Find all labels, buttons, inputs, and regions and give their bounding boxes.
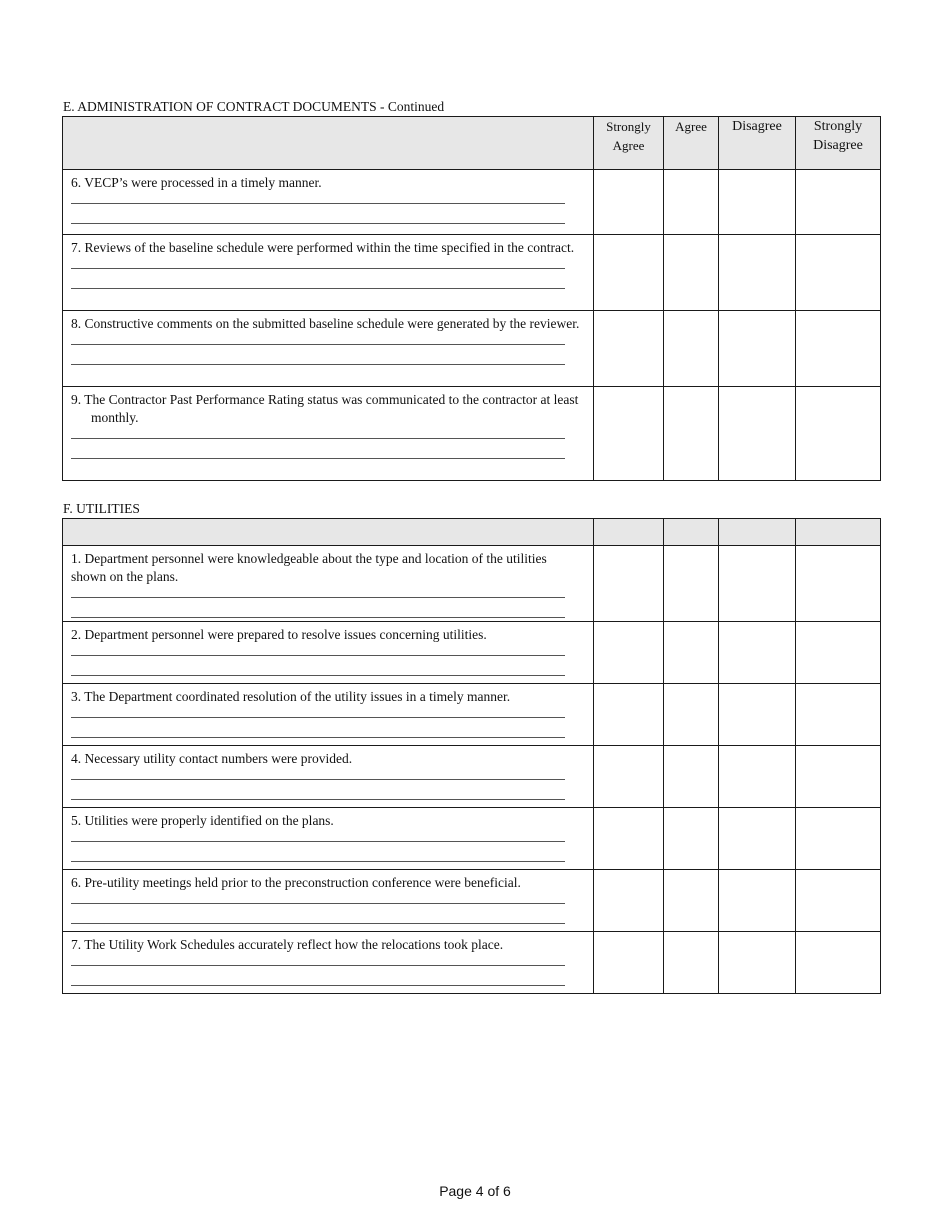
- question-f4: 4. Necessary utility contact numbers were provided.: [71, 751, 353, 766]
- f2-strongly-disagree-box[interactable]: [796, 622, 881, 684]
- f6-agree-box[interactable]: [664, 870, 719, 932]
- e8-disagree-box[interactable]: [719, 311, 796, 387]
- comment-line[interactable]: [71, 288, 565, 289]
- section-e-title: E. ADMINISTRATION OF CONTRACT DOCUMENTS - Continued: [63, 99, 445, 114]
- f5-strongly-agree-box[interactable]: [594, 808, 664, 870]
- comment-line[interactable]: [71, 203, 565, 204]
- question-f7: 7. The Utility Work Schedules accurately reflect how the relocations took place.: [71, 937, 504, 952]
- f5-disagree-box[interactable]: [719, 808, 796, 870]
- comment-line[interactable]: [71, 903, 565, 904]
- e8-strongly-disagree-box[interactable]: [796, 311, 881, 387]
- comment-line[interactable]: [71, 597, 565, 598]
- comment-line[interactable]: [71, 364, 565, 365]
- e7-agree-box[interactable]: [664, 235, 719, 311]
- e6-agree-box[interactable]: [664, 170, 719, 235]
- e7-strongly-agree-box[interactable]: [594, 235, 664, 311]
- table-row: [63, 870, 881, 932]
- question-cell: [63, 808, 594, 870]
- e9-strongly-agree-box[interactable]: [594, 387, 664, 481]
- question-f6: 6. Pre-utility meetings held prior to the preconstruction conference were beneficial.: [71, 875, 521, 890]
- header-cell: [594, 519, 664, 546]
- question-cell: [63, 746, 594, 808]
- f1-strongly-agree-box[interactable]: [594, 546, 664, 622]
- e6-strongly-agree-box[interactable]: [594, 170, 664, 235]
- f4-strongly-disagree-box[interactable]: [796, 746, 881, 808]
- section-e-header-row: [63, 117, 881, 170]
- table-row: [63, 170, 881, 235]
- comment-line[interactable]: [71, 861, 565, 862]
- page-number: Page 4 of 6: [439, 1183, 511, 1199]
- question-cell: [63, 170, 594, 235]
- comment-line[interactable]: [71, 841, 565, 842]
- e8-strongly-agree-box[interactable]: [594, 311, 664, 387]
- question-cell: [63, 932, 594, 994]
- section-e-table: [62, 116, 881, 481]
- comment-line[interactable]: [71, 438, 565, 439]
- table-row: [63, 932, 881, 994]
- question-cell: [63, 235, 594, 311]
- header-cell: [719, 519, 796, 546]
- question-header-cell: [63, 117, 594, 170]
- f2-agree-box[interactable]: [664, 622, 719, 684]
- table-row: [63, 311, 881, 387]
- f4-disagree-box[interactable]: [719, 746, 796, 808]
- table-row: [63, 387, 881, 481]
- question-f5: 5. Utilities were properly identified on the plans.: [71, 813, 334, 828]
- comment-line[interactable]: [71, 717, 565, 718]
- f5-strongly-disagree-box[interactable]: [796, 808, 881, 870]
- f6-strongly-disagree-box[interactable]: [796, 870, 881, 932]
- f7-strongly-disagree-box[interactable]: [796, 932, 881, 994]
- f7-disagree-box[interactable]: [719, 932, 796, 994]
- column-strongly-agree: Strongly Agree: [594, 117, 664, 170]
- comment-line[interactable]: [71, 617, 565, 618]
- question-f2: 2. Department personnel were prepared to resolve issues concerning utilities.: [71, 627, 487, 642]
- comment-line[interactable]: [71, 223, 565, 224]
- e9-strongly-disagree-box[interactable]: [796, 387, 881, 481]
- e9-disagree-box[interactable]: [719, 387, 796, 481]
- f7-strongly-agree-box[interactable]: [594, 932, 664, 994]
- f3-disagree-box[interactable]: [719, 684, 796, 746]
- section-f-title: F. UTILITIES: [63, 501, 140, 516]
- comment-line[interactable]: [71, 737, 565, 738]
- comment-line[interactable]: [71, 965, 565, 966]
- comment-line[interactable]: [71, 675, 565, 676]
- comment-line[interactable]: [71, 655, 565, 656]
- question-e7: 7. Reviews of the baseline schedule were performed within the time specified in the contract.: [71, 240, 575, 255]
- f4-strongly-agree-box[interactable]: [594, 746, 664, 808]
- question-f1: 1. Department personnel were knowledgeable about the type and location of the utilities shown on the plans.: [71, 551, 547, 584]
- e7-strongly-disagree-box[interactable]: [796, 235, 881, 311]
- f1-disagree-box[interactable]: [719, 546, 796, 622]
- e8-agree-box[interactable]: [664, 311, 719, 387]
- section-f-table: [62, 518, 881, 994]
- question-e6: 6. VECP’s were processed in a timely manner.: [71, 175, 322, 190]
- comment-line[interactable]: [71, 985, 565, 986]
- question-cell: [63, 546, 594, 622]
- f2-strongly-agree-box[interactable]: [594, 622, 664, 684]
- table-row: [63, 622, 881, 684]
- question-f3: 3. The Department coordinated resolution of the utility issues in a timely manner.: [71, 689, 511, 704]
- f4-agree-box[interactable]: [664, 746, 719, 808]
- f3-agree-box[interactable]: [664, 684, 719, 746]
- comment-line[interactable]: [71, 923, 565, 924]
- f6-disagree-box[interactable]: [719, 870, 796, 932]
- question-e9: 9. The Contractor Past Performance Rating status was communicated to the contractor at least monthly.: [71, 392, 579, 425]
- f1-strongly-disagree-box[interactable]: [796, 546, 881, 622]
- f1-agree-box[interactable]: [664, 546, 719, 622]
- question-cell: [63, 387, 594, 481]
- column-disagree: Disagree: [719, 117, 796, 170]
- question-cell: [63, 684, 594, 746]
- f3-strongly-disagree-box[interactable]: [796, 684, 881, 746]
- header-cell: [63, 519, 594, 546]
- comment-line[interactable]: [71, 268, 565, 269]
- comment-line[interactable]: [71, 458, 565, 459]
- table-row: [63, 235, 881, 311]
- f5-agree-box[interactable]: [664, 808, 719, 870]
- table-row: [63, 546, 881, 622]
- e6-strongly-disagree-box[interactable]: [796, 170, 881, 235]
- comment-line[interactable]: [71, 779, 565, 780]
- f7-agree-box[interactable]: [664, 932, 719, 994]
- f3-strongly-agree-box[interactable]: [594, 684, 664, 746]
- comment-line[interactable]: [71, 344, 565, 345]
- column-agree: Agree: [664, 117, 719, 170]
- table-row: [63, 684, 881, 746]
- question-cell: [63, 622, 594, 684]
- e6-disagree-box[interactable]: [719, 170, 796, 235]
- header-cell: [796, 519, 881, 546]
- question-e8: 8. Constructive comments on the submitted baseline schedule were generated by the reviewer.: [71, 316, 580, 331]
- section-f-header-row: [63, 519, 881, 546]
- header-cell: [664, 519, 719, 546]
- table-row: [63, 808, 881, 870]
- table-row: [63, 746, 881, 808]
- question-cell: [63, 311, 594, 387]
- e7-disagree-box[interactable]: [719, 235, 796, 311]
- e9-agree-box[interactable]: [664, 387, 719, 481]
- question-cell: [63, 870, 594, 932]
- f2-disagree-box[interactable]: [719, 622, 796, 684]
- comment-line[interactable]: [71, 799, 565, 800]
- f6-strongly-agree-box[interactable]: [594, 870, 664, 932]
- column-strongly-disagree: Strongly Disagree: [796, 117, 881, 170]
